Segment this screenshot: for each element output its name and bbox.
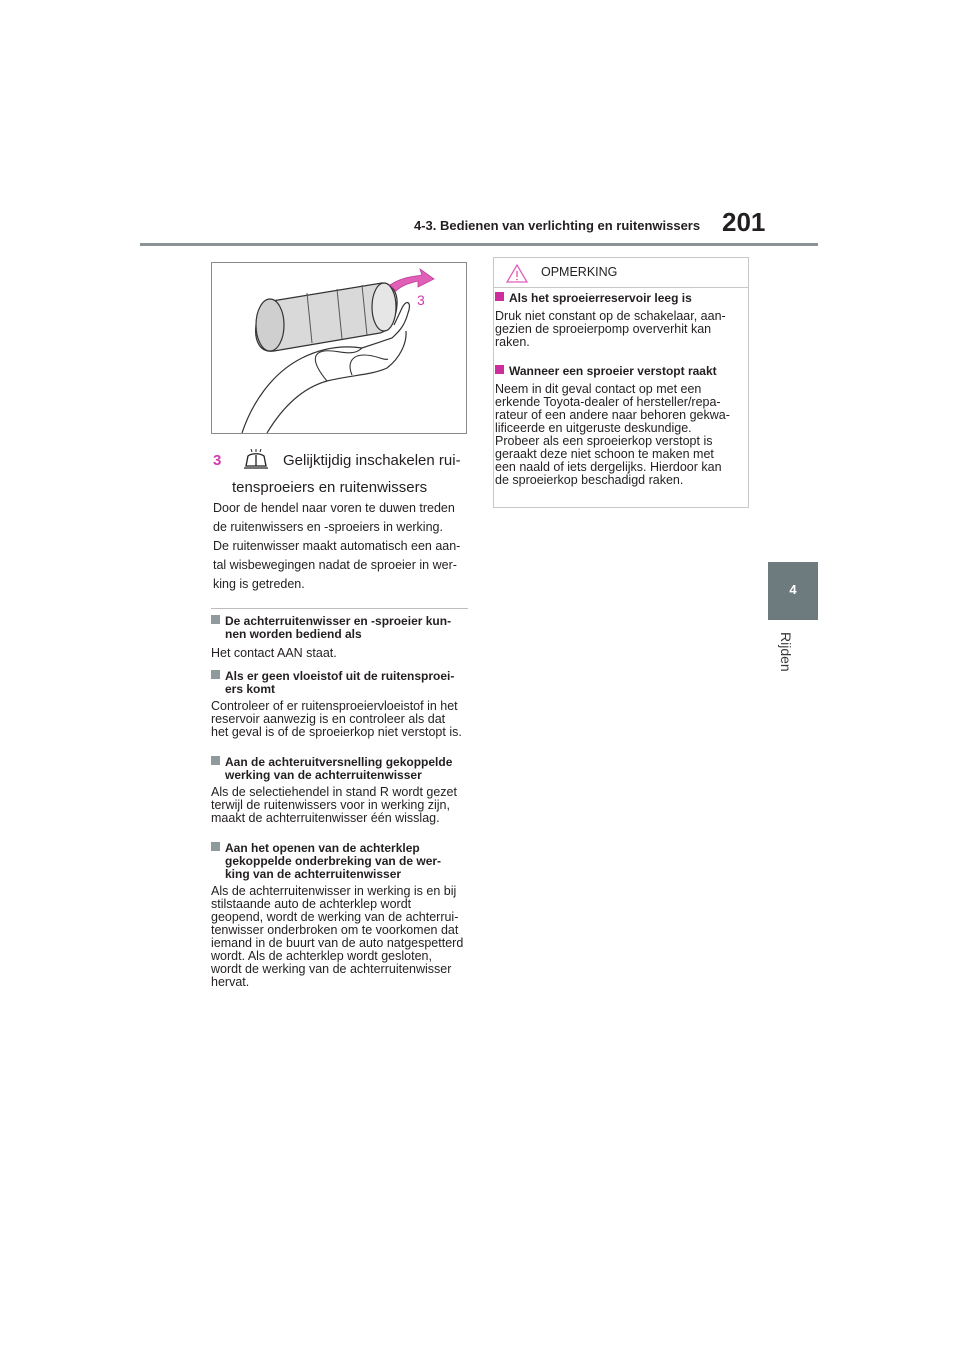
page-number: 201 <box>722 207 766 237</box>
square-bullet-icon <box>211 615 220 624</box>
note-item: Als het sproeierreservoir leeg is Druk niet constant op de schakelaar, aan- gezien de sproeierpomp oververhit kan raken. <box>495 291 726 349</box>
note-title: OPMERKING <box>541 265 618 279</box>
square-bullet-icon <box>211 670 220 679</box>
note-header-rule <box>493 287 749 288</box>
square-bullet-icon <box>211 756 220 765</box>
info-section: De achterruitenwisser en -sproeier kun- nen worden bediend als Het contact AAN staat. <box>211 614 452 660</box>
header-rule <box>140 243 818 246</box>
info-section: Aan het openen van de achterklep gekoppelde onderbreking van de wer- king van de achterruitenwisser Als de achterruitenwisser in werking is en bij stilstaande auto de achterklep wordt geopend, wordt de werking van de achterrui- tenwisser onderbroken om te voorkomen dat iemand in de buurt van de auto natgespetterd wordt. Als de achterklep wordt gesloten, wordt de werking van de achterruitenwisser hervat. <box>211 841 464 989</box>
step-paragraph-1: Door de hendel naar voren te duwen treden de ruitenwissers en -sproeiers in werking. <box>213 501 455 534</box>
washer-spray-icon <box>243 448 269 470</box>
chapter-number: 4 <box>789 582 797 597</box>
step-paragraph-2: De ruitenwisser maakt automatisch een aan- tal wisbewegingen nadat de sproeier in wer- king is getreden. <box>213 539 461 591</box>
step-title-line2: tensproeiers en ruitenwissers <box>232 479 428 496</box>
chapter-label: Rijden <box>778 632 794 672</box>
square-bullet-icon <box>495 365 504 374</box>
info-section: Als er geen vloeistof uit de ruitensproei- ers komt Controleer of er ruitensproeiervloeistof in het reservoir aanwezig is en controleer als dat het geval is of de sproeierkop niet verstopt is. <box>211 669 462 739</box>
step-number: 3 <box>213 452 222 469</box>
note-item: Wanneer een sproeier verstopt raakt Neem in dit geval contact op met een erkende Toyota-dealer of hersteller/repa- rateur of een andere naar behoren gekwa- lificeerde en uitgeruste deskundige. Probeer als een sproeierkop verstopt is geraakt deze niet schoon te maken met een naald of iets dergelijks. Hierdoor kan de sproeierkop beschadigd raken. <box>495 364 730 487</box>
warning-triangle-icon <box>505 263 529 284</box>
wiper-lever-illustration <box>211 262 467 434</box>
section-title: 4-3. Bedienen van verlichting en ruitenwissers <box>414 218 701 233</box>
square-bullet-icon <box>211 842 220 851</box>
section-divider <box>211 608 468 609</box>
info-section: Aan de achteruitversnelling gekoppelde werking van de achterruitenwisser Als de selectiehendel in stand R wordt gezet terwijl de ruitenwissers voor in werking zijn, maakt de achterruitenwisser één wisslag. <box>211 755 457 825</box>
step-title-line1: Gelijktijdig inschakelen rui- <box>283 452 461 469</box>
square-bullet-icon <box>495 292 504 301</box>
illustration-callout: 3 <box>417 292 425 308</box>
